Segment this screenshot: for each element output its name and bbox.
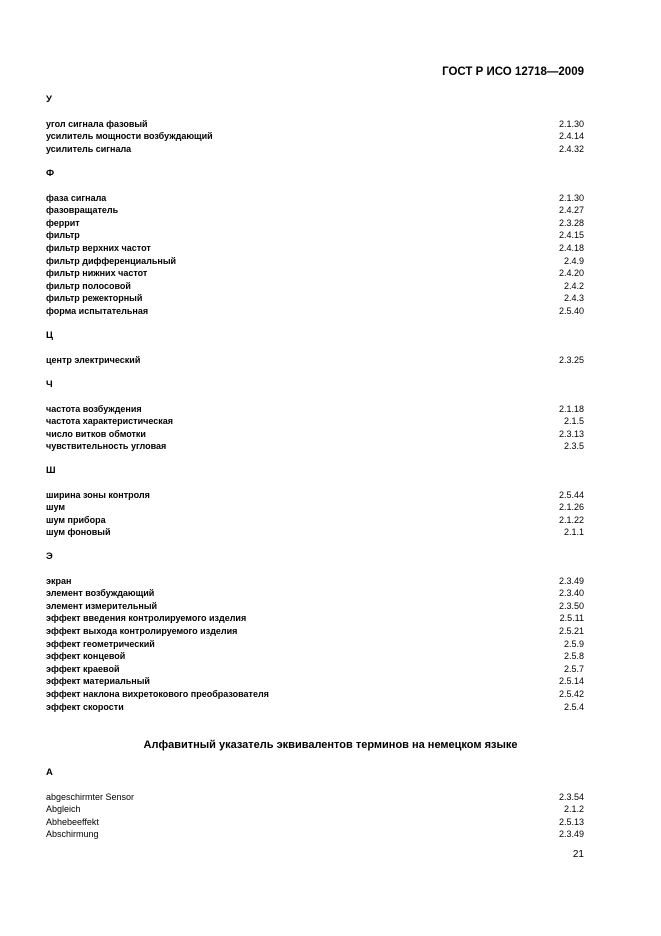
entry-ref: 2.1.5	[563, 416, 584, 427]
index-entry	[46, 514, 584, 527]
entry-ref: 2.4.18	[558, 242, 584, 253]
entry-ref: 2.5.4	[563, 701, 584, 712]
index-entry	[46, 440, 584, 453]
entry-term: эффект геометрический	[46, 638, 155, 649]
index-section-u	[46, 94, 584, 155]
entry-ref: 2.5.7	[563, 663, 584, 674]
index-entry	[46, 204, 584, 217]
entry-ref: 2.5.11	[559, 613, 584, 624]
entry-term: частота возбуждения	[46, 403, 142, 414]
entry-ref: 2.5.14	[558, 676, 584, 687]
index-entry	[46, 280, 584, 293]
entry-term: фильтр	[46, 230, 80, 241]
index-entry	[46, 255, 584, 268]
entry-ref: 2.4.27	[558, 205, 584, 216]
entry-ref: 2.5.13	[558, 816, 584, 827]
entry-ref: 2.1.18	[558, 403, 584, 414]
index-entry	[46, 305, 584, 318]
entry-term: элемент измерительный	[46, 600, 158, 611]
entry-ref: 2.1.30	[558, 192, 584, 203]
entry-ref: 2.3.28	[558, 217, 584, 228]
index-entry	[46, 428, 584, 441]
entry-ref: 2.3.13	[558, 428, 584, 439]
entry-term: шум прибора	[46, 514, 106, 525]
entry-ref: 2.3.49	[558, 575, 584, 586]
entry-ref: 2.3.50	[558, 600, 584, 611]
index-section-sh	[46, 465, 584, 539]
section-letter: Э	[46, 551, 53, 562]
index-entry	[46, 600, 584, 613]
index-entry	[46, 803, 584, 816]
section-letter: Ц	[46, 330, 53, 341]
entry-ref: 2.4.3	[563, 293, 584, 304]
index-entry	[46, 701, 584, 714]
entry-ref: 2.1.1	[563, 527, 584, 538]
index-entry	[46, 192, 584, 205]
entry-term: фильтр нижних частот	[46, 268, 148, 279]
entry-ref: 2.5.40	[558, 305, 584, 316]
entry-term: частота характеристическая	[46, 416, 173, 427]
section-letter: Ч	[46, 379, 53, 390]
entry-term: эффект материальный	[46, 676, 150, 687]
entry-ref: 2.1.30	[558, 118, 584, 129]
index-entry	[46, 575, 584, 588]
index-entry	[46, 354, 584, 367]
entry-term: фазовращатель	[46, 205, 119, 216]
entry-term: форма испытательная	[46, 305, 149, 316]
entry-ref: 2.4.32	[558, 143, 584, 154]
index-entry	[46, 229, 584, 242]
entry-term: Abhebeeffekt	[46, 816, 99, 827]
entry-term: число витков обмотки	[46, 428, 146, 439]
standard-header: ГОСТ Р ИСО 12718—2009	[442, 66, 584, 78]
entry-term: экран	[46, 575, 72, 586]
entry-term: ширина зоны контроля	[46, 489, 150, 500]
entry-term: эффект выхода контролируемого изделия	[46, 625, 238, 636]
index-entry	[46, 242, 584, 255]
index-entry	[46, 403, 584, 416]
index-entry	[46, 625, 584, 638]
entry-ref: 2.4.15	[558, 230, 584, 241]
entry-term: Abgleich	[46, 804, 81, 815]
section-letter: A	[46, 767, 53, 778]
entry-ref: 2.3.54	[558, 791, 584, 802]
entry-ref: 2.1.22	[558, 514, 584, 525]
section-letter: У	[46, 94, 52, 105]
index-entry	[46, 143, 584, 156]
entry-ref: 2.3.49	[558, 829, 584, 840]
index-section-ts	[46, 330, 584, 366]
page-number: 21	[572, 849, 584, 860]
entry-ref: 2.3.40	[558, 588, 584, 599]
entry-ref: 2.5.44	[558, 489, 584, 500]
index-entry	[46, 828, 584, 841]
index-entry	[46, 663, 584, 676]
entry-term: фаза сигнала	[46, 192, 107, 203]
index-entry	[46, 501, 584, 514]
index-entry	[46, 118, 584, 131]
entry-ref: 2.5.42	[558, 688, 584, 699]
index-entry	[46, 612, 584, 625]
index-section-e	[46, 551, 584, 713]
entry-term: шум	[46, 502, 66, 513]
entry-term: феррит	[46, 217, 80, 228]
entry-ref: 2.1.26	[558, 502, 584, 513]
entry-ref: 2.4.9	[563, 255, 584, 266]
entry-term: угол сигнала фазовый	[46, 118, 148, 129]
entry-term: шум фоновый	[46, 527, 111, 538]
german-index-section-a	[46, 767, 584, 841]
index-entry	[46, 526, 584, 539]
entry-ref: 2.5.9	[563, 638, 584, 649]
entry-term: эффект краевой	[46, 663, 120, 674]
index-entry	[46, 816, 584, 829]
entry-term: фильтр дифференциальный	[46, 255, 177, 266]
entry-term: фильтр режекторный	[46, 293, 143, 304]
index-entry	[46, 489, 584, 502]
index-entry	[46, 675, 584, 688]
entry-term: эффект скорости	[46, 701, 124, 712]
entry-term: усилитель сигнала	[46, 143, 132, 154]
entry-ref: 2.1.2	[563, 804, 584, 815]
index-section-f	[46, 168, 584, 318]
index-entry	[46, 130, 584, 143]
entry-term: фильтр полосовой	[46, 280, 131, 291]
entry-ref: 2.5.21	[558, 625, 584, 636]
index-entry	[46, 688, 584, 701]
entry-term: элемент возбуждающий	[46, 588, 155, 599]
entry-term: эффект введения контролируемого изделия	[46, 613, 247, 624]
entry-ref: 2.4.2	[563, 280, 584, 291]
entry-term: эффект концевой	[46, 651, 126, 662]
index-entry	[46, 217, 584, 230]
section-letter: Ф	[46, 168, 55, 179]
index-entry	[46, 587, 584, 600]
index-entry	[46, 638, 584, 651]
entry-ref: 2.4.14	[558, 131, 584, 142]
entry-term: усилитель мощности возбуждающий	[46, 131, 213, 142]
index-entry	[46, 267, 584, 280]
index-entry	[46, 415, 584, 428]
entry-term: Abschirmung	[46, 829, 99, 840]
entry-term: центр электрический	[46, 354, 141, 365]
entry-term: чувствительность угловая	[46, 441, 167, 452]
entry-ref: 2.3.25	[558, 354, 584, 365]
index-section-ch	[46, 379, 584, 453]
index-entry	[46, 650, 584, 663]
entry-ref: 2.5.8	[563, 651, 584, 662]
index-entry	[46, 791, 584, 804]
section-letter: Ш	[46, 465, 56, 476]
entry-term: abgeschirmter Sensor	[46, 791, 135, 802]
entry-ref: 2.4.20	[558, 268, 584, 279]
index-entry	[46, 292, 584, 305]
entry-term: эффект наклона вихретокового преобразователя	[46, 688, 269, 699]
entry-term: фильтр верхних частот	[46, 242, 151, 253]
german-index-title: Алфавитный указатель эквивалентов терминов на немецком языке	[143, 739, 518, 751]
entry-ref: 2.3.5	[563, 441, 584, 452]
